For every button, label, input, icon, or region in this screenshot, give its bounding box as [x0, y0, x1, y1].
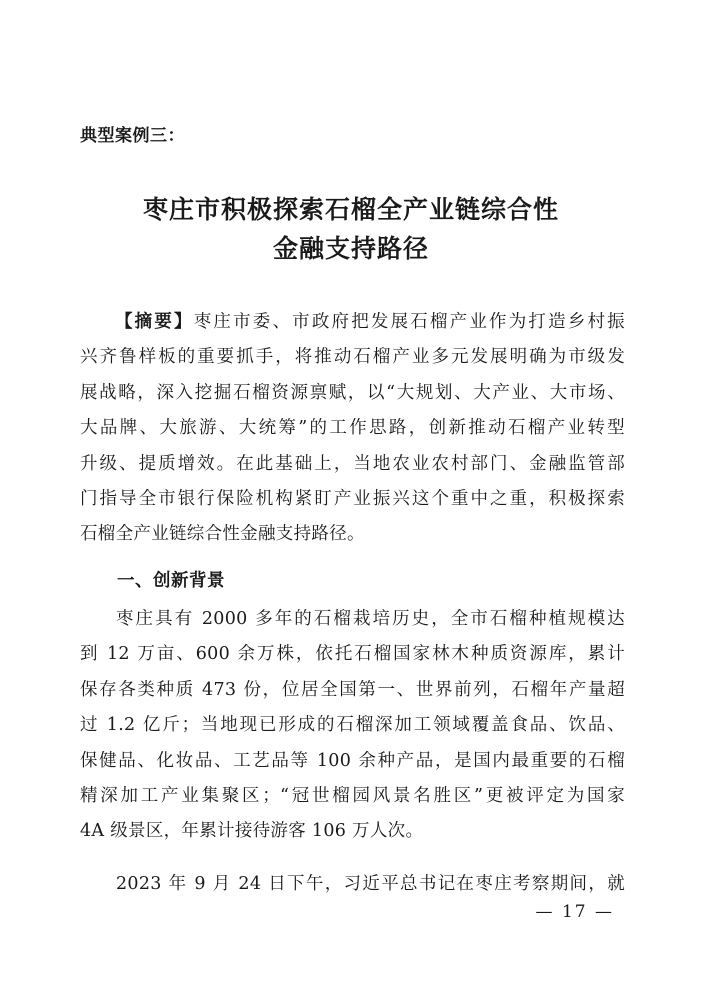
- abstract-keyword: 【摘要】: [115, 312, 194, 332]
- paragraph-line: 精深加工产业集聚区；“冠世榴园风景名胜区”更被评定为国家: [80, 785, 625, 806]
- abstract-line: 展战略，深入挖掘石榴资源禀赋，以“大规划、大产业、大市场、: [80, 382, 625, 403]
- abstract-line: 升级、提质增效。在此基础上，当地农业农村部门、金融监管部: [80, 453, 625, 474]
- abstract-paragraph: [80, 305, 625, 553]
- paragraph-line: 过 1.2 亿斤；当地现已形成的石榴深加工领域覆盖食品、饮品、: [80, 715, 625, 736]
- page-number: — 17 —: [535, 902, 614, 922]
- document-title-line-2: 金融支持路径: [272, 234, 429, 263]
- paragraph-line: 保健品、化妆品、工艺品等 100 余种产品，是国内最重要的石榴: [80, 750, 625, 771]
- paragraph-line: 4A 级景区，年累计接待游客 106 万人次。: [80, 821, 424, 842]
- case-label: 典型案例三：: [80, 126, 185, 146]
- paragraph-line: 枣庄具有 2000 多年的石榴栽培历史，全市石榴种植规模达: [116, 609, 625, 629]
- paragraph-line: 保存各类种质 473 份，位居全国第一、世界前列，石榴年产量超: [80, 679, 625, 700]
- abstract-line: [80, 305, 625, 340]
- document-title-line-1: 枣庄市积极探索石榴全产业链综合性: [142, 195, 559, 224]
- abstract-line: 门指导全市银行保险机构紧盯产业振兴这个重中之重，积极探索: [80, 488, 625, 509]
- abstract-line: 大品牌、大旅游、大统筹”的工作思路，创新推动石榴产业转型: [80, 418, 625, 439]
- abstract-line: 兴齐鲁样板的重要抓手，将推动石榴产业多元发展明确为市级发: [80, 347, 625, 368]
- abstract-line: 石榴全产业链综合性金融支持路径。: [80, 524, 365, 545]
- paragraph-line: 到 12 万亩、600 余万株，依托石榴国家林木种质资源库，累计: [80, 644, 625, 665]
- paragraph-line: 2023 年 9 月 24 日下午，习近平总书记在枣庄考察期间，就: [116, 874, 625, 894]
- section-heading: 一、创新背景: [117, 571, 225, 591]
- body-paragraph-2: [80, 867, 625, 902]
- abstract-line-text: 枣庄市委、市政府把发展石榴产业作为打造乡村振: [193, 312, 625, 332]
- body-paragraph-1: [80, 602, 625, 850]
